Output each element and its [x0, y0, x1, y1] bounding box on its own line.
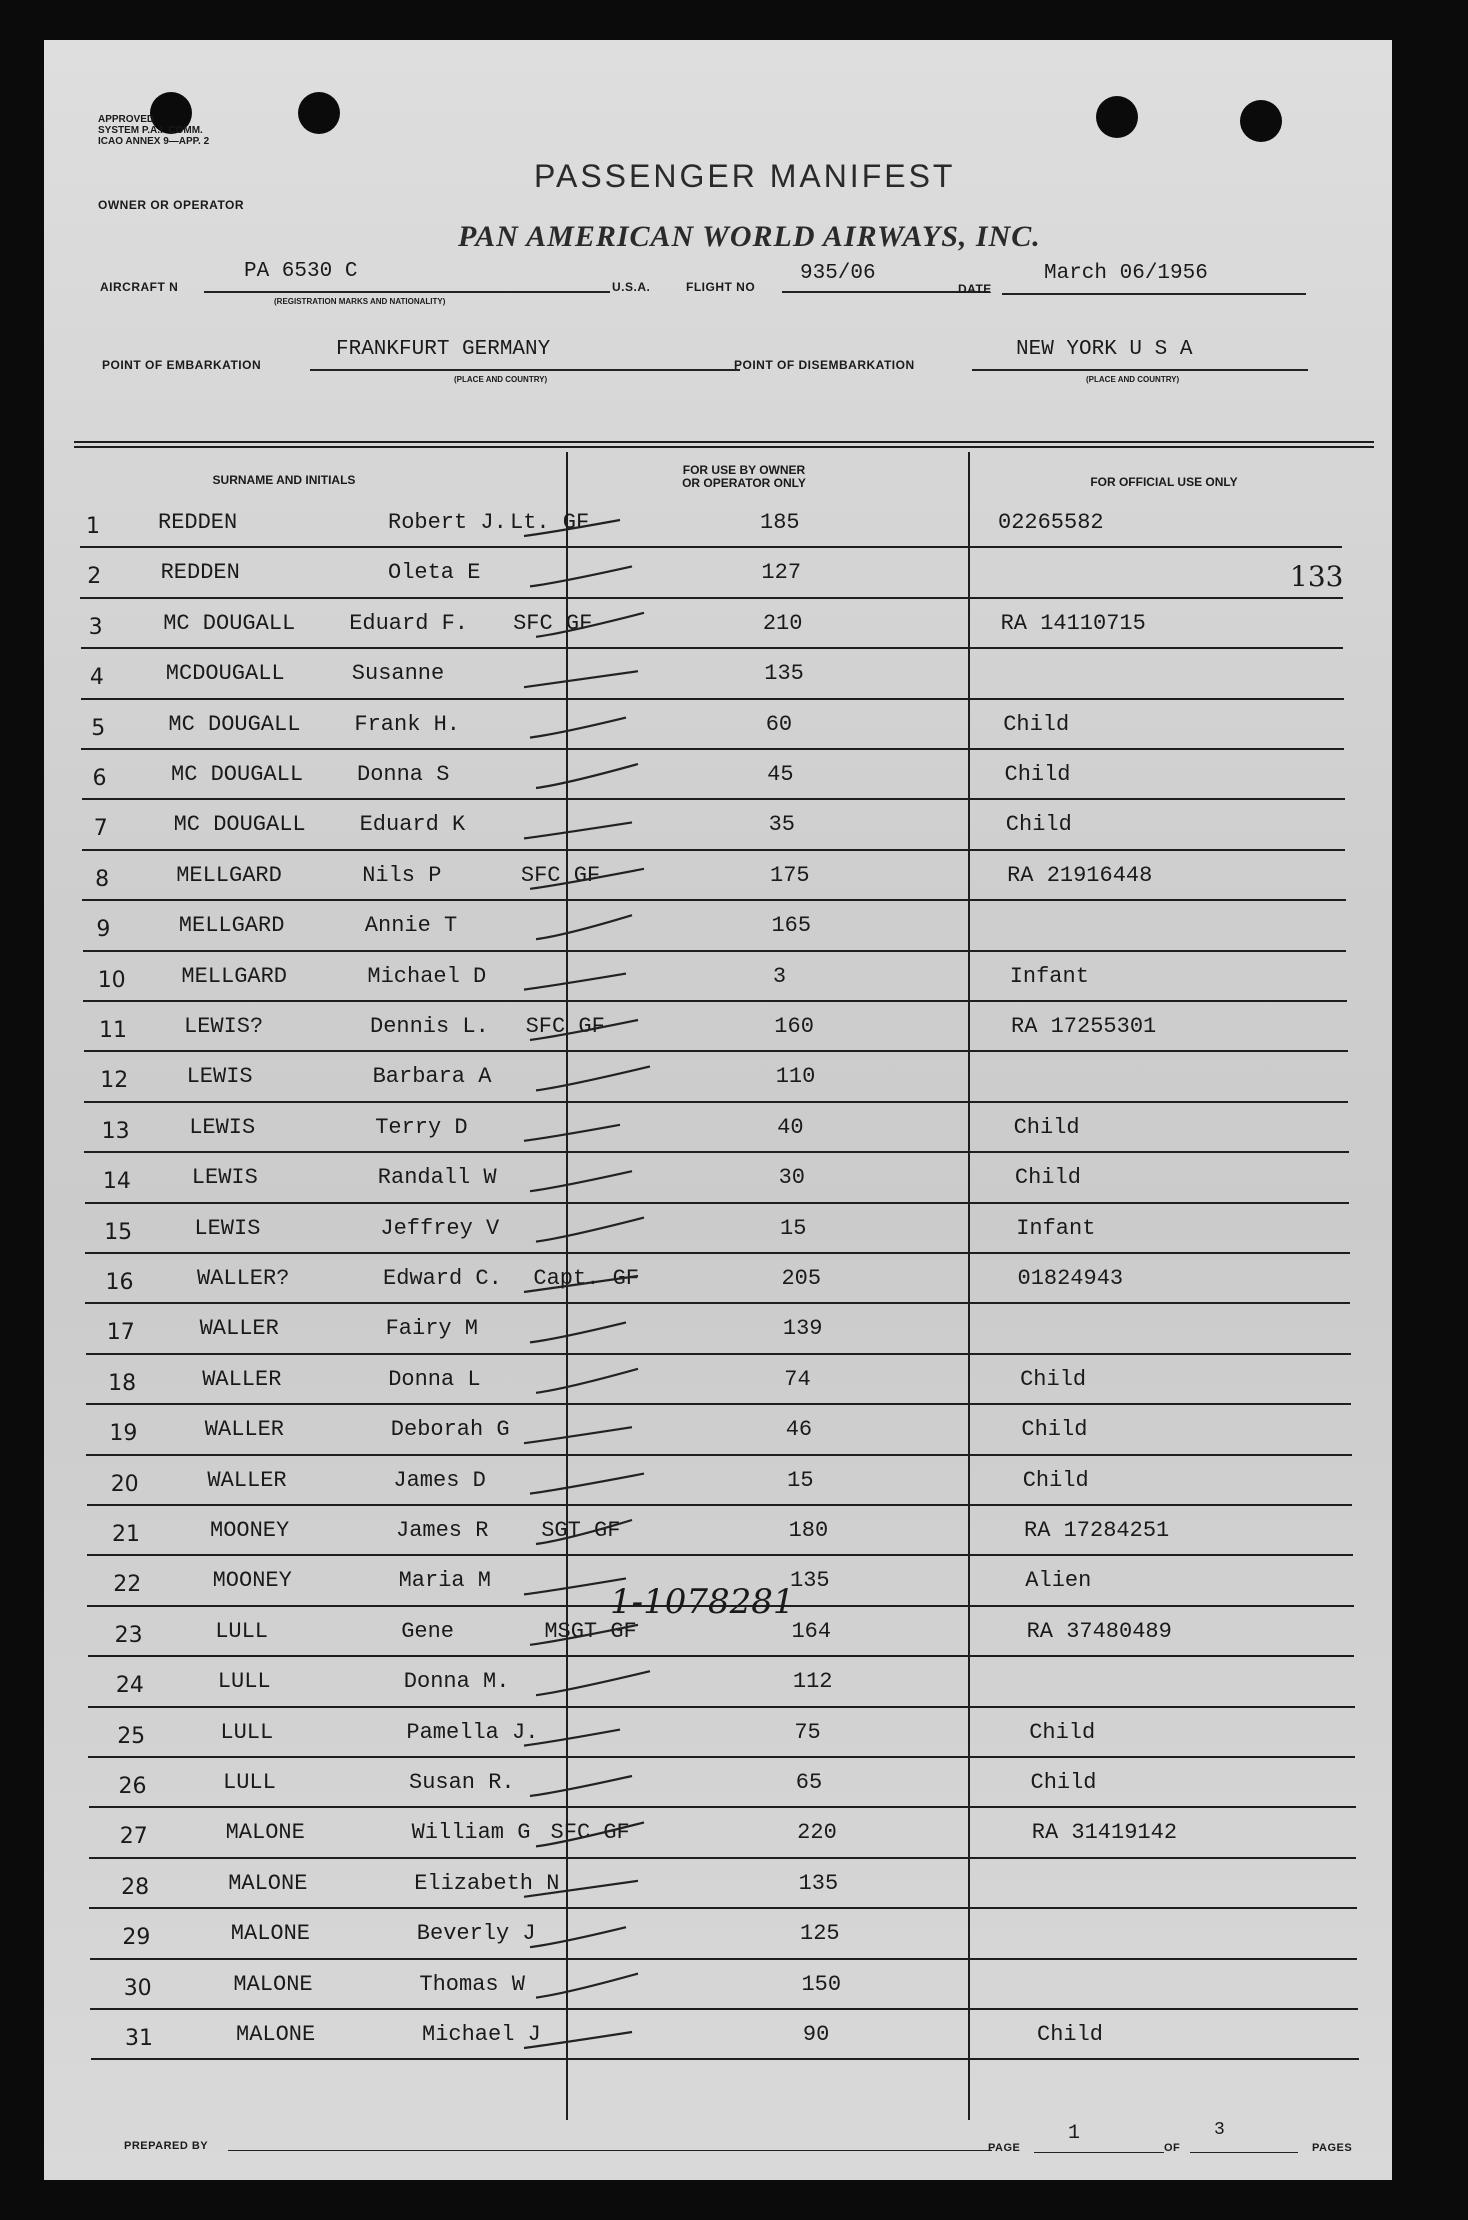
handwritten-tick: [530, 1322, 626, 1342]
passenger-surname: LEWIS: [189, 1115, 256, 1140]
passenger-weight: 45: [767, 762, 794, 787]
page-label: PAGE: [988, 2142, 1021, 2154]
row-number: 1: [86, 514, 100, 539]
of-label: OF: [1164, 2142, 1181, 2154]
date-label: DATE: [958, 282, 992, 296]
passenger-given-name: Donna S: [357, 762, 450, 787]
passenger-surname: MC DOUGALL: [173, 812, 306, 837]
passenger-weight: 30: [778, 1165, 805, 1190]
row-number: 16: [105, 1270, 134, 1295]
passenger-weight: 205: [781, 1266, 822, 1291]
row-number: 26: [118, 1774, 147, 1799]
handwritten-tick: [524, 1881, 638, 1897]
official-entry: Child: [1021, 1417, 1088, 1442]
passenger-weight: 135: [790, 1568, 830, 1593]
handwritten-tick: [524, 1730, 620, 1746]
col-header-owner: FOR USE BY OWNER OR OPERATOR ONLY: [682, 463, 806, 490]
official-entry: Child: [1014, 1165, 1081, 1190]
row-number: 9: [96, 917, 111, 942]
official-entry: Infant: [1016, 1216, 1096, 1241]
passenger-surname: MC DOUGALL: [163, 611, 296, 636]
passenger-surname: WALLER: [202, 1367, 282, 1392]
handwritten-tick: [530, 1474, 644, 1494]
row-number: 7: [93, 816, 108, 841]
handwritten-tick: [536, 1066, 650, 1090]
passenger-surname: MCDOUGALL: [165, 661, 285, 686]
row-number: 28: [121, 1875, 150, 1900]
handwritten-tick: [530, 1020, 638, 1040]
handwritten-tick: [536, 1520, 632, 1544]
passenger-surname: MELLGARD: [181, 964, 288, 989]
passenger-rank: SGT GF: [541, 1518, 621, 1543]
passenger-weight: 46: [785, 1417, 813, 1442]
passenger-weight: 65: [795, 1770, 823, 1795]
passenger-surname: MALONE: [233, 1972, 313, 1997]
official-entry: RA 17255301: [1011, 1014, 1157, 1039]
disembark-label: POINT OF DISEMBARKATION: [734, 358, 915, 372]
passenger-surname: REDDEN: [160, 560, 240, 585]
passenger-surname: MC DOUGALL: [171, 762, 304, 787]
handwritten-tick: [524, 974, 626, 990]
passenger-given-name: Edward C.: [383, 1266, 502, 1291]
passenger-given-name: James R: [396, 1518, 489, 1543]
row-number: 18: [108, 1371, 137, 1396]
approval-note: APPROVED SYSTEM P.A.I. COMM. ICAO ANNEX 9—APP. 2: [98, 114, 210, 147]
passenger-surname: WALLER: [199, 1316, 279, 1341]
aircraft-label: AIRCRAFT N: [100, 280, 179, 294]
handwritten-tick: [536, 1974, 638, 1998]
passenger-given-name: Jeffrey V: [380, 1216, 500, 1241]
row-number: 30: [123, 1976, 152, 2001]
passenger-given-name: Donna M.: [403, 1669, 510, 1694]
margin-note: 133: [1290, 560, 1344, 593]
usa-label: U.S.A.: [612, 280, 651, 294]
handwritten-tick: [530, 1171, 632, 1191]
passenger-weight: 135: [764, 661, 804, 686]
passenger-rank: MSGT GF: [544, 1619, 637, 1644]
pages-label: PAGES: [1312, 2142, 1353, 2154]
passenger-given-name: Barbara A: [372, 1064, 492, 1089]
handwritten-tick: [530, 566, 632, 586]
row-number: 24: [115, 1673, 144, 1698]
row-number: 17: [106, 1320, 135, 1345]
passenger-rank: SFC GF: [520, 863, 601, 888]
passenger-given-name: Thomas W: [419, 1972, 526, 1997]
official-entry: Child: [1003, 712, 1070, 737]
handwritten-checkmarks: [44, 40, 1392, 2180]
passenger-surname: LEWIS: [194, 1216, 261, 1241]
handwritten-tick: [524, 520, 620, 536]
passenger-weight: 35: [768, 812, 795, 837]
handwritten-tick: [536, 915, 632, 939]
row-number: 11: [99, 1018, 127, 1043]
row-number: 19: [109, 1421, 138, 1446]
passenger-surname: LULL: [220, 1720, 274, 1745]
official-entry: Child: [1037, 2022, 1104, 2047]
row-number: 3: [88, 615, 103, 640]
disembark-caption: (PLACE AND COUNTRY): [1086, 375, 1180, 384]
passenger-surname: MALONE: [230, 1921, 311, 1946]
row-number: 4: [89, 665, 104, 690]
handwritten-tick: [524, 671, 638, 687]
handwritten-tick: [524, 1276, 638, 1292]
handwritten-tick: [536, 613, 644, 637]
passenger-weight: 74: [784, 1367, 811, 1392]
passenger-given-name: Susanne: [351, 661, 445, 686]
passenger-given-name: Michael J: [422, 2022, 541, 2047]
handwritten-tick: [536, 1369, 638, 1393]
passenger-given-name: Fairy M: [385, 1316, 479, 1341]
page-number: 1: [1068, 2122, 1081, 2145]
passenger-weight: 165: [771, 913, 812, 938]
passenger-surname: WALLER?: [197, 1266, 290, 1291]
passenger-weight: 220: [797, 1820, 837, 1845]
passenger-given-name: Frank H.: [354, 712, 461, 737]
passenger-weight: 3: [772, 964, 787, 989]
passenger-surname: MOONEY: [210, 1518, 290, 1543]
row-number: 10: [97, 968, 126, 993]
passenger-surname: WALLER: [207, 1468, 287, 1493]
passenger-given-name: Elizabeth N: [414, 1871, 560, 1896]
passenger-given-name: Beverly J: [416, 1921, 536, 1946]
official-entry: RA 31419142: [1031, 1820, 1178, 1845]
passenger-given-name: Nils P: [362, 863, 442, 888]
official-entry: RA 17284251: [1024, 1518, 1170, 1543]
row-number: 22: [113, 1572, 142, 1597]
passenger-weight: 90: [802, 2022, 830, 2047]
row-number: 12: [100, 1068, 129, 1093]
handwritten-tick: [524, 2032, 632, 2048]
passenger-surname: LULL: [215, 1619, 268, 1644]
passenger-surname: WALLER: [204, 1417, 285, 1442]
handwritten-tick: [536, 1822, 644, 1846]
aircraft-value: PA 6530 C: [244, 260, 358, 283]
col-header-official: FOR OFFICIAL USE ONLY: [1090, 475, 1238, 489]
official-entry: Infant: [1009, 964, 1089, 989]
col-header-names: SURNAME AND INITIALS: [212, 473, 356, 487]
handwritten-tick: [524, 1125, 620, 1141]
official-entry: Child: [1020, 1367, 1087, 1392]
row-number: 2: [87, 564, 102, 589]
row-number: 29: [122, 1925, 151, 1950]
page-total: 3: [1214, 2120, 1225, 2140]
passenger-weight: 75: [794, 1720, 821, 1745]
row-number: 25: [117, 1724, 146, 1749]
passenger-surname: MALONE: [228, 1871, 308, 1896]
row-number: 20: [110, 1472, 139, 1497]
passenger-surname: LEWIS: [191, 1165, 258, 1190]
passenger-given-name: Terry D: [375, 1115, 468, 1140]
official-entry: Child: [1029, 1720, 1096, 1745]
row-number: 27: [119, 1824, 148, 1849]
passenger-weight: 150: [801, 1972, 842, 1997]
official-entry: Child: [1005, 812, 1072, 837]
passenger-surname: REDDEN: [158, 510, 238, 535]
passenger-given-name: Gene: [401, 1619, 454, 1644]
official-entry: Child: [1030, 1770, 1097, 1795]
handwritten-tick: [524, 822, 632, 838]
carrier-name: PAN AMERICAN WORLD AIRWAYS, INC.: [458, 220, 1041, 253]
embark-caption: (PLACE AND COUNTRY): [454, 375, 548, 384]
row-number: 8: [95, 867, 110, 892]
passenger-rank: Capt. GF: [533, 1266, 640, 1291]
passenger-given-name: Robert J.: [388, 510, 507, 535]
passenger-given-name: James D: [393, 1468, 486, 1493]
row-number: 13: [101, 1119, 130, 1144]
passenger-weight: 110: [775, 1064, 816, 1089]
passenger-weight: 139: [782, 1316, 823, 1341]
official-entry: 02265582: [998, 510, 1104, 535]
passenger-surname: MELLGARD: [178, 913, 285, 938]
passenger-given-name: Donna L: [388, 1367, 481, 1392]
passenger-weight: 210: [762, 611, 803, 636]
passenger-given-name: Maria M: [398, 1568, 492, 1593]
passenger-given-name: Dennis L.: [370, 1014, 489, 1039]
passenger-weight: 135: [798, 1871, 839, 1896]
passenger-given-name: Deborah G: [390, 1417, 510, 1442]
handwritten-tick: [530, 1927, 626, 1947]
passenger-surname: MC DOUGALL: [168, 712, 301, 737]
passenger-rank: SFC GF: [550, 1820, 630, 1845]
passenger-surname: LULL: [223, 1770, 276, 1795]
flight-label: FLIGHT NO: [686, 280, 756, 294]
official-entry: Child: [1004, 762, 1071, 787]
passenger-weight: 164: [791, 1619, 832, 1644]
manifest-page: [44, 40, 1392, 2180]
row-number: 23: [114, 1623, 143, 1648]
prepared-by-label: PREPARED BY: [124, 2140, 209, 2152]
passenger-surname: MALONE: [236, 2022, 316, 2047]
handwritten-tick: [536, 1671, 650, 1695]
row-number: 21: [112, 1522, 140, 1547]
passenger-weight: 125: [800, 1921, 840, 1946]
passenger-weight: 60: [765, 712, 793, 737]
official-entry: Alien: [1025, 1568, 1092, 1593]
passenger-weight: 112: [792, 1669, 833, 1694]
handwritten-tick: [530, 718, 626, 738]
passenger-weight: 15: [787, 1468, 814, 1493]
passenger-given-name: Eduard F.: [349, 611, 469, 636]
handwritten-tick: [524, 1427, 632, 1443]
passenger-given-name: Michael D: [367, 964, 487, 989]
official-entry: Child: [1022, 1468, 1089, 1493]
handwritten-tick: [530, 1776, 632, 1796]
passenger-weight: 127: [761, 560, 802, 585]
date-value: March 06/1956: [1044, 262, 1208, 285]
handwritten-tick: [530, 869, 644, 889]
passenger-given-name: Eduard K: [359, 812, 466, 837]
passenger-given-name: Annie T: [364, 913, 458, 938]
owner-label: OWNER OR OPERATOR: [98, 198, 245, 212]
passenger-given-name: Oleta E: [388, 560, 481, 585]
official-entry: RA 14110715: [1000, 611, 1146, 636]
official-entry: 01824943: [1017, 1266, 1124, 1291]
row-number: 5: [91, 716, 106, 741]
passenger-given-name: Randall W: [377, 1165, 497, 1190]
row-number: 31: [125, 2026, 153, 2051]
passenger-weight: 160: [774, 1014, 814, 1039]
passenger-surname: MOONEY: [212, 1568, 292, 1593]
passenger-weight: 15: [780, 1216, 807, 1241]
official-entry: RA 37480489: [1026, 1619, 1172, 1644]
row-number: 14: [102, 1169, 131, 1194]
passenger-weight: 185: [760, 510, 800, 535]
embark-value: FRANKFURT GERMANY: [336, 338, 551, 361]
handwritten-id: 1-1078281: [610, 1582, 795, 1622]
row-number: 15: [104, 1220, 133, 1245]
passenger-weight: 40: [777, 1115, 804, 1140]
official-entry: RA 21916448: [1007, 863, 1153, 888]
registration-caption: (REGISTRATION MARKS AND NATIONALITY): [274, 297, 446, 306]
handwritten-tick: [536, 1218, 644, 1242]
passenger-surname: LEWIS: [186, 1064, 253, 1089]
passenger-given-name: William G: [411, 1820, 531, 1845]
passenger-surname: MALONE: [225, 1820, 305, 1845]
passenger-surname: LEWIS?: [184, 1014, 264, 1039]
passenger-given-name: Susan R.: [409, 1770, 515, 1795]
flight-value: 935/06: [800, 262, 876, 285]
row-number: 6: [92, 766, 107, 791]
passenger-rank: SFC GF: [513, 611, 593, 636]
passenger-surname: MELLGARD: [176, 863, 282, 888]
handwritten-tick: [530, 1625, 638, 1645]
passenger-given-name: Pamella J.: [406, 1720, 539, 1745]
passenger-rank: SFC GF: [525, 1014, 605, 1039]
passenger-weight: 175: [770, 863, 810, 888]
page-title: PASSENGER MANIFEST: [534, 158, 956, 194]
handwritten-tick: [536, 764, 638, 788]
passenger-weight: 180: [788, 1518, 829, 1543]
disembark-value: NEW YORK U S A: [1016, 338, 1193, 361]
embark-label: POINT OF EMBARKATION: [102, 358, 262, 372]
passenger-surname: LULL: [217, 1669, 271, 1694]
official-entry: Child: [1013, 1115, 1080, 1140]
passenger-rank: Lt. GF: [510, 510, 590, 535]
